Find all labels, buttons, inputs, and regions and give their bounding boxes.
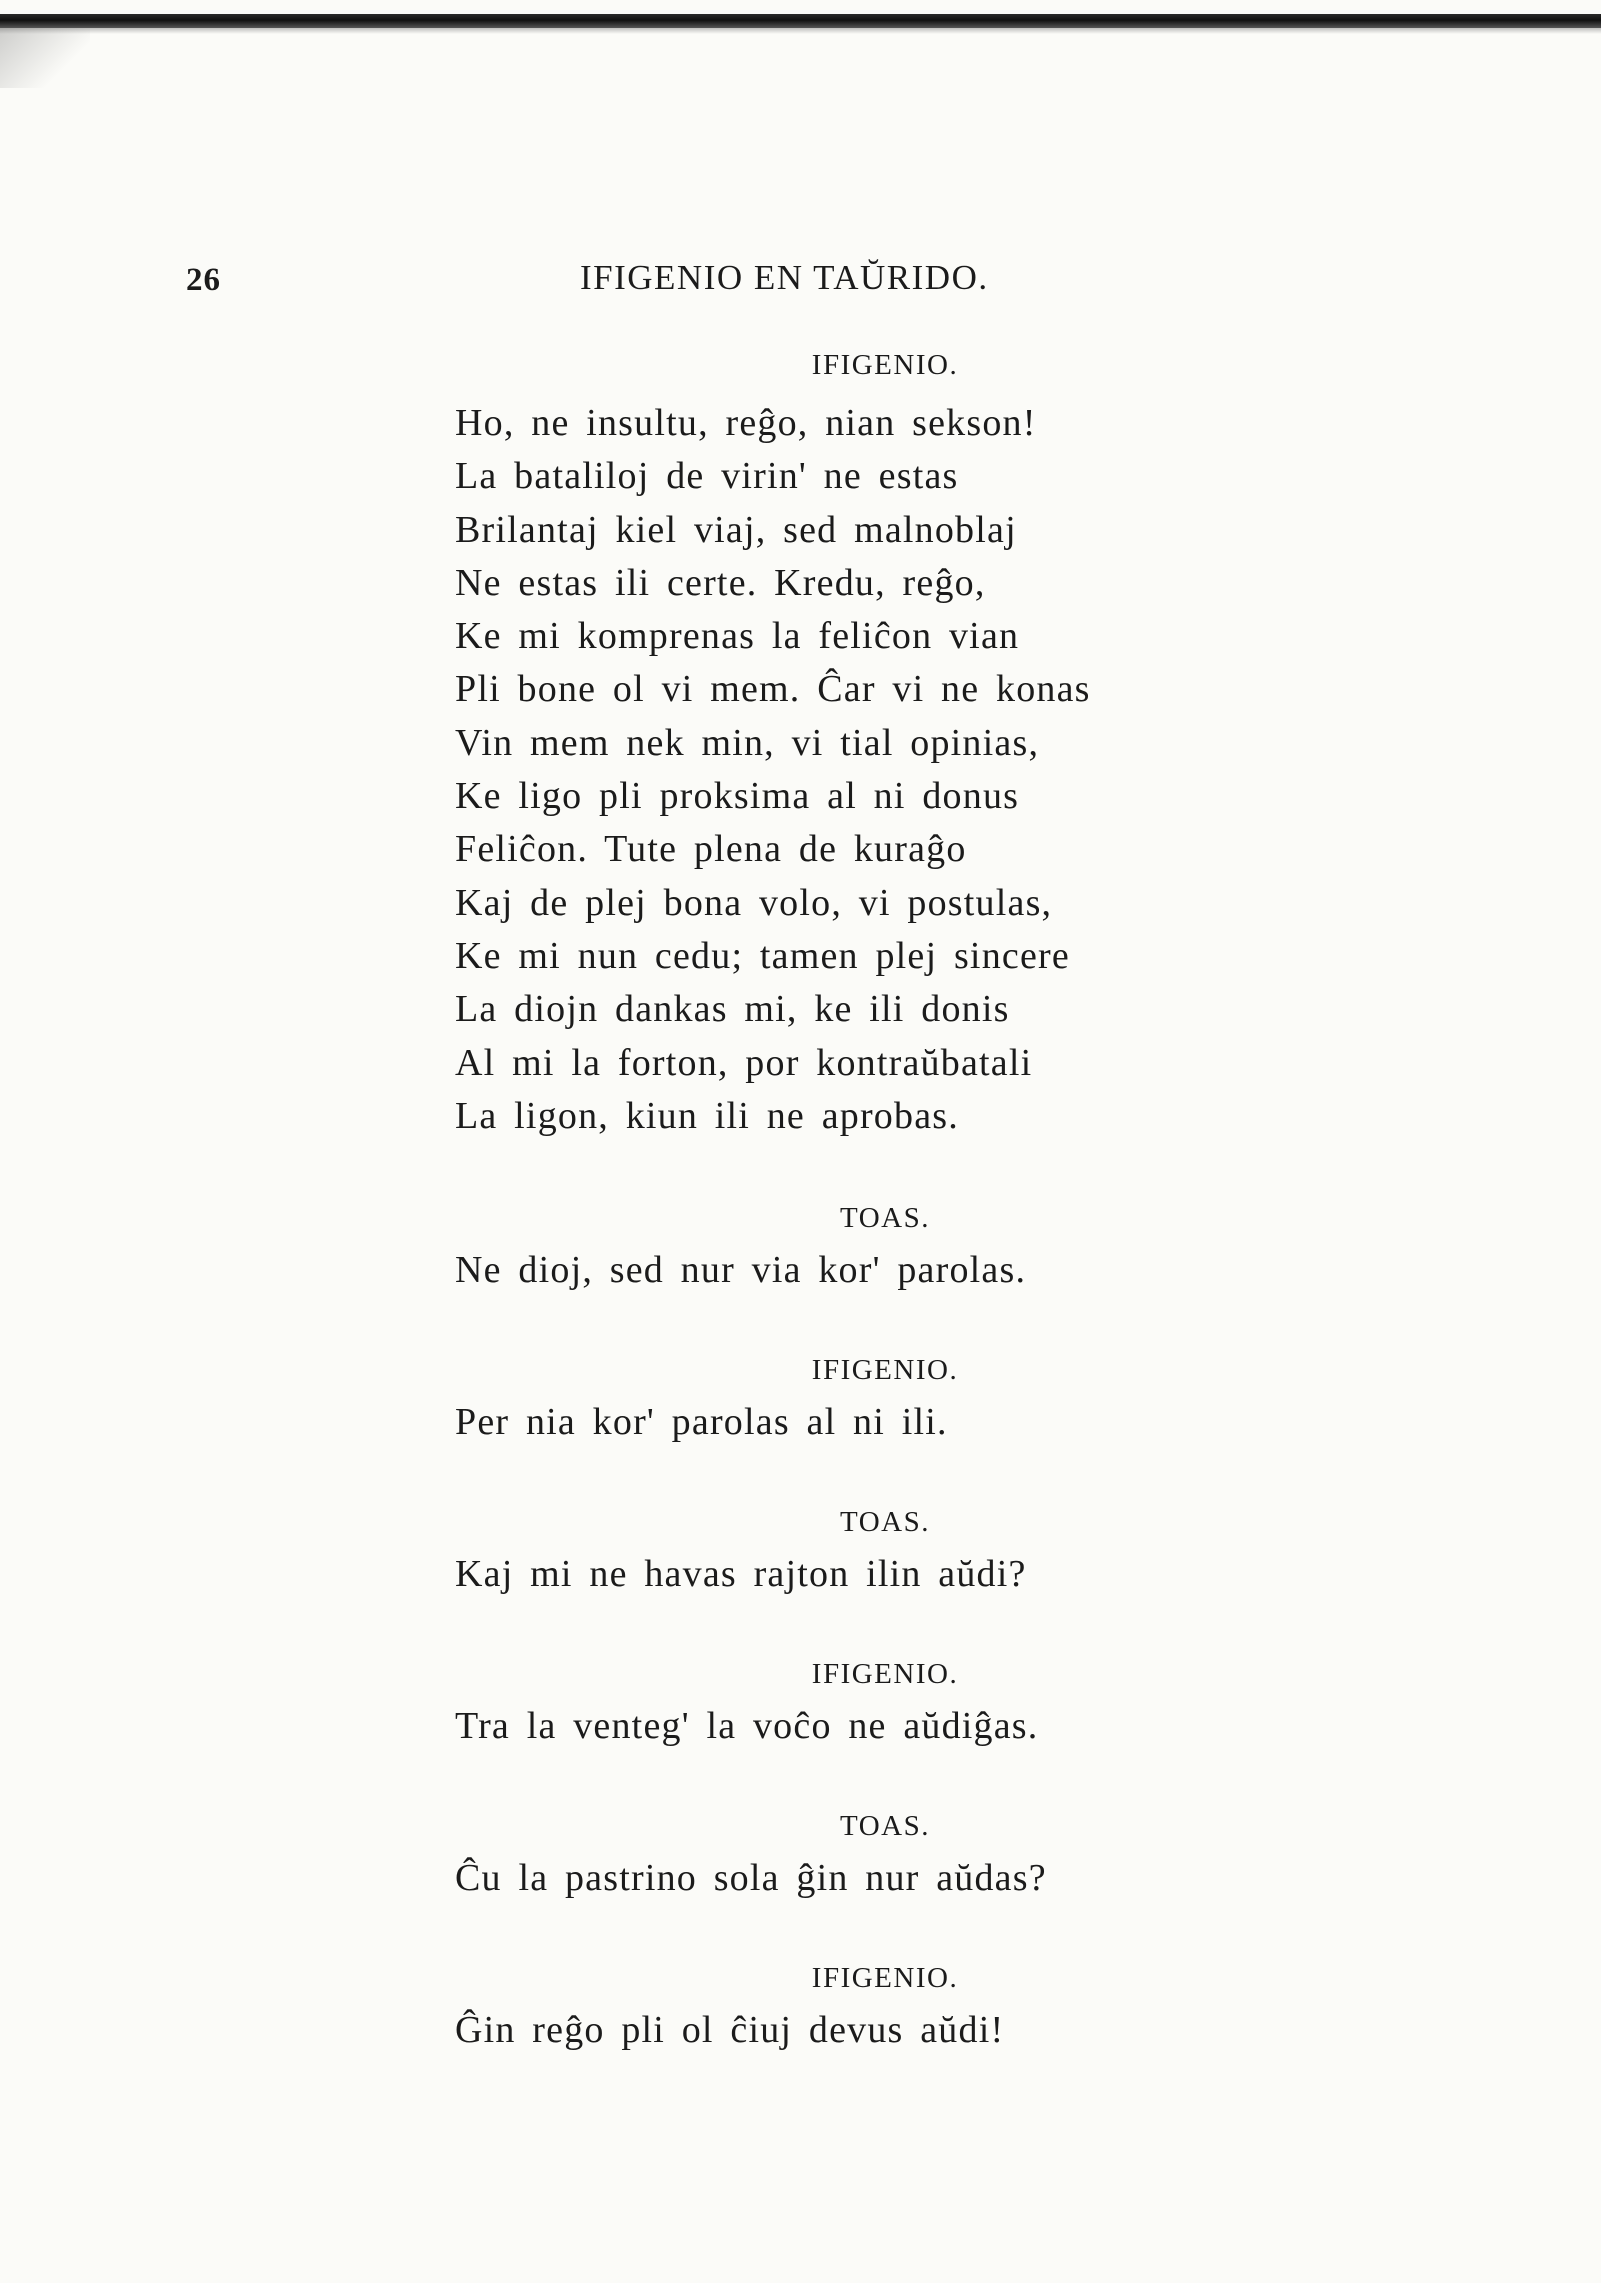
- running-title: IFIGENIO EN TAŬRIDO.: [580, 258, 989, 297]
- verse-line: La bataliloj de virin' ne estas: [455, 455, 959, 498]
- dialogue-block-7: [455, 1958, 1505, 2057]
- verse-line: Pli bone ol vi mem. Ĉar vi ne konas: [455, 668, 1091, 711]
- verse-line: La ligon, kiun ili ne aprobas.: [455, 1094, 959, 1137]
- dialogue-block-5: [455, 1654, 1505, 1753]
- verse-lines: [455, 397, 1505, 1143]
- speaker-name: TOAS.: [840, 1202, 930, 1234]
- verse-lines: [455, 1852, 1505, 1905]
- verse-lines: [455, 1244, 1505, 1297]
- verse-line: Brilantaj kiel viaj, sed malnoblaj: [455, 508, 1017, 551]
- verse-line: Ke ligo pli proksima al ni donus: [455, 775, 1020, 818]
- dialogue-block-4: [455, 1502, 1505, 1601]
- page-top-rule-shadow: [0, 28, 1601, 34]
- verse-lines: [455, 1396, 1505, 1449]
- verse-line: Per nia kor' parolas al ni ili.: [455, 1401, 948, 1443]
- verse-line: Ne dioj, sed nur via kor' parolas.: [455, 1249, 1027, 1291]
- verse-line: Ĉu la pastrino sola ĝin nur aŭdas?: [455, 1857, 1047, 1899]
- verse-line: Ke mi nun cedu; tamen plej sincere: [455, 934, 1070, 977]
- speaker-name: TOAS.: [840, 1506, 930, 1538]
- verse-line: Tra la venteg' la voĉo ne aŭdiĝas.: [455, 1705, 1039, 1747]
- verse-line: Vin mem nek min, vi tial opinias,: [455, 721, 1040, 764]
- verse-line: Kaj mi ne havas rajton ilin aŭdi?: [455, 1553, 1027, 1595]
- verse-line: Kaj de plej bona volo, vi postulas,: [455, 881, 1053, 924]
- verse-line: La diojn dankas mi, ke ili donis: [455, 988, 1010, 1031]
- page-number: 26: [186, 262, 221, 298]
- page-top-rule: [0, 14, 1601, 28]
- verse-lines: [455, 2004, 1505, 2057]
- speaker-name: TOAS.: [840, 1810, 930, 1842]
- verse-line: Ĝin reĝo pli ol ĉiuj devus aŭdi!: [455, 2009, 1005, 2051]
- speaker-name: IFIGENIO.: [811, 1962, 959, 1994]
- speaker-name: IFIGENIO.: [811, 1658, 959, 1690]
- dialogue-block-2: [455, 1198, 1505, 1297]
- verse-lines: [455, 1548, 1505, 1601]
- dialogue-block-3: [455, 1350, 1505, 1449]
- page-corner-shadow: [0, 28, 90, 88]
- verse-line: Ne estas ili certe. Kredu, reĝo,: [455, 561, 986, 604]
- dialogue-block-6: [455, 1806, 1505, 1905]
- speaker-name: IFIGENIO.: [811, 349, 959, 381]
- verse-lines: [455, 1700, 1505, 1753]
- verse-line: Ho, ne insultu, reĝo, nian sekson!: [455, 402, 1037, 444]
- verse-line: Al mi la forton, por kontraŭbatali: [455, 1041, 1033, 1084]
- verse-line: Ke mi komprenas la feliĉon vian: [455, 615, 1020, 658]
- speaker-name: IFIGENIO.: [811, 1354, 959, 1386]
- verse-line: Feliĉon. Tute plena de kuraĝo: [455, 828, 967, 871]
- dialogue-block-1: [455, 345, 1505, 1143]
